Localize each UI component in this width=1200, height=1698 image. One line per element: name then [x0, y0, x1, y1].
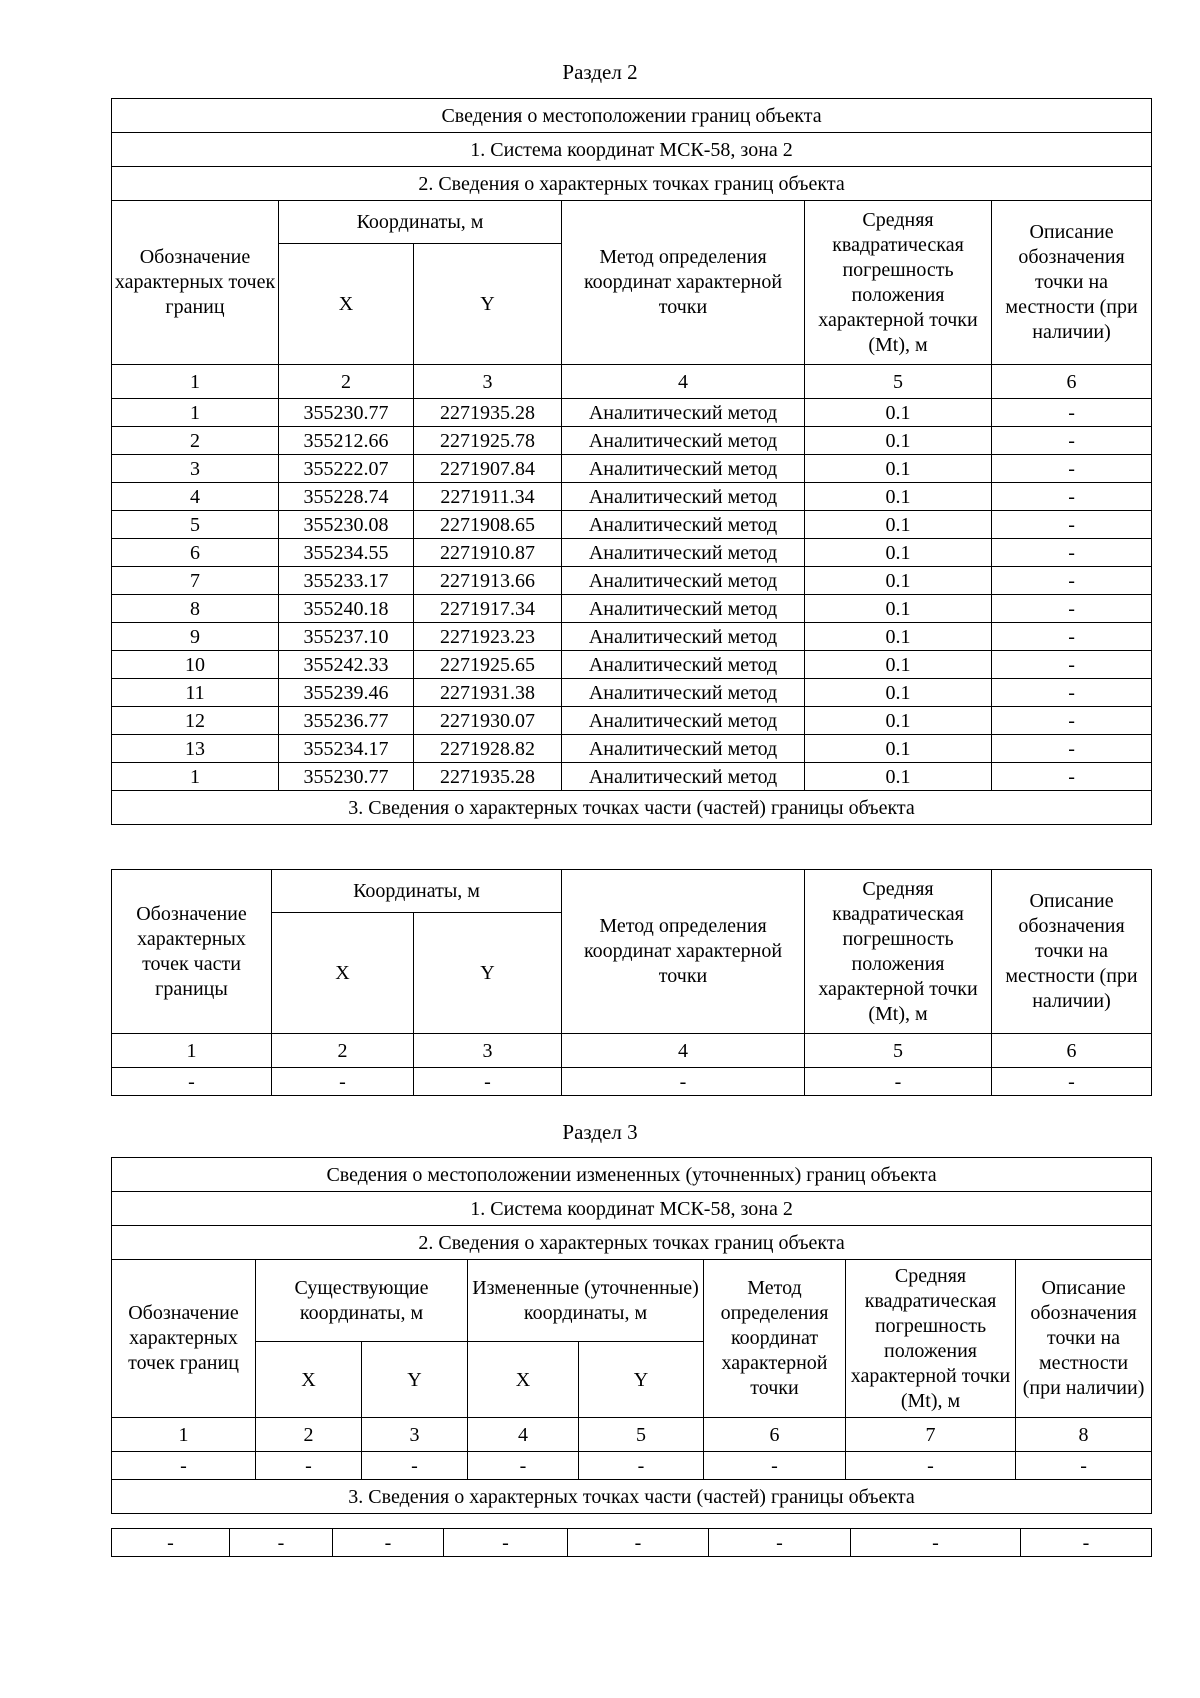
y-header: Y	[414, 244, 562, 365]
coordinates-header: Координаты, м	[279, 201, 562, 244]
table-cell: -	[992, 539, 1152, 567]
table-row	[112, 651, 1152, 679]
table-cell: 2271931.38	[414, 679, 562, 707]
table-row	[112, 735, 1152, 763]
table-row	[112, 427, 1152, 455]
table-cell: -	[992, 595, 1152, 623]
table-cell: -	[992, 399, 1152, 427]
part-table-cell: -	[444, 1529, 568, 1557]
table-cell: 355230.77	[279, 763, 414, 791]
point-designation-header: Обозначение характерных точек границ	[112, 1260, 256, 1418]
existing-x-header: X	[256, 1342, 362, 1418]
part-y-header: Y	[414, 913, 562, 1034]
column-number: 5	[805, 1034, 992, 1068]
table-cell: 0.1	[805, 427, 992, 455]
part-table-cell: -	[230, 1529, 333, 1557]
table-cell: -	[992, 455, 1152, 483]
table-cell: 0.1	[805, 595, 992, 623]
table-cell: 3	[112, 455, 279, 483]
table-cell: 355240.18	[279, 595, 414, 623]
column-number: 5	[805, 365, 992, 399]
table-row	[112, 567, 1152, 595]
table-cell: -	[256, 1452, 362, 1480]
table-row	[112, 763, 1152, 791]
part-points-subheading: 3. Сведения о характерных точках части (частей) границы объекта	[112, 1480, 1152, 1514]
table-row	[112, 595, 1152, 623]
table-row	[112, 511, 1152, 539]
column-number: 4	[468, 1418, 579, 1452]
boundary-points-subheading: 2. Сведения о характерных точках границ объекта	[112, 167, 1152, 201]
table-row	[112, 483, 1152, 511]
column-number: 1	[112, 1034, 272, 1068]
table-cell: 355228.74	[279, 483, 414, 511]
table-cell: Аналитический метод	[562, 567, 805, 595]
part-table-cell: -	[562, 1068, 805, 1096]
table-cell: 4	[112, 483, 279, 511]
table-cell: 355234.55	[279, 539, 414, 567]
table-cell: 0.1	[805, 567, 992, 595]
existing-coordinates-header: Существующие координаты, м	[256, 1260, 468, 1342]
error-header: Средняя квадратическая погрешность положения характерной точки (Mt), м	[846, 1260, 1016, 1418]
table-cell: 7	[112, 567, 279, 595]
table-cell: 355234.17	[279, 735, 414, 763]
table-cell: 6	[112, 539, 279, 567]
section-2-table-title: Сведения о местоположении границ объекта	[112, 99, 1152, 133]
table-cell: 2271913.66	[414, 567, 562, 595]
column-number: 2	[279, 365, 414, 399]
table-cell: 8	[112, 595, 279, 623]
table-cell: 355212.66	[279, 427, 414, 455]
table-cell: 0.1	[805, 483, 992, 511]
part-x-header: X	[272, 913, 414, 1034]
table-cell: 355236.77	[279, 707, 414, 735]
column-number: 4	[562, 1034, 805, 1068]
table-cell: 9	[112, 623, 279, 651]
description-header: Описание обозначения точки на местности (при наличии)	[1016, 1260, 1152, 1418]
section-2-title: Раздел 2	[562, 60, 638, 84]
table-cell: 0.1	[805, 735, 992, 763]
table-row	[112, 679, 1152, 707]
table-cell: 2271917.34	[414, 595, 562, 623]
table-cell: 10	[112, 651, 279, 679]
column-number: 2	[256, 1418, 362, 1452]
table-cell: 355242.33	[279, 651, 414, 679]
table-cell: 5	[112, 511, 279, 539]
table-cell: -	[992, 427, 1152, 455]
column-number: 6	[992, 1034, 1152, 1068]
x-header: X	[279, 244, 414, 365]
table-cell: -	[992, 651, 1152, 679]
changed-coordinates-header: Измененные (уточненные) координаты, м	[468, 1260, 704, 1342]
table-cell: 0.1	[805, 763, 992, 791]
table-cell: Аналитический метод	[562, 455, 805, 483]
section-3-part-table	[111, 1528, 1152, 1557]
section-3-table	[111, 1157, 1152, 1514]
table-cell: 355239.46	[279, 679, 414, 707]
table-cell: -	[992, 483, 1152, 511]
error-header: Средняя квадратическая погрешность положения характерной точки (Mt), м	[805, 201, 992, 365]
table-cell: 2271935.28	[414, 763, 562, 791]
column-number: 6	[992, 365, 1152, 399]
table-cell: 2271925.65	[414, 651, 562, 679]
method-header: Метод определения координат характерной точки	[562, 201, 805, 365]
part-table-cell: -	[851, 1529, 1021, 1557]
column-number: 3	[414, 365, 562, 399]
table-cell: Аналитический метод	[562, 679, 805, 707]
part-error-header: Средняя квадратическая погрешность положения характерной точки (Mt), м	[805, 870, 992, 1034]
table-cell: -	[704, 1452, 846, 1480]
table-cell: Аналитический метод	[562, 483, 805, 511]
table-cell: 0.1	[805, 539, 992, 567]
part-table-cell: -	[568, 1529, 709, 1557]
table-cell: 1	[112, 399, 279, 427]
table-cell: -	[1016, 1452, 1152, 1480]
table-cell: -	[992, 735, 1152, 763]
method-header: Метод определения координат характерной точки	[704, 1260, 846, 1418]
column-number: 3	[362, 1418, 468, 1452]
table-cell: Аналитический метод	[562, 707, 805, 735]
table-cell: 12	[112, 707, 279, 735]
column-number: 5	[579, 1418, 704, 1452]
column-number: 2	[272, 1034, 414, 1068]
part-description-header: Описание обозначения точки на местности (при наличии)	[992, 870, 1152, 1034]
table-cell: 0.1	[805, 651, 992, 679]
section-2-table	[111, 98, 1152, 825]
table-cell: Аналитический метод	[562, 623, 805, 651]
table-cell: 11	[112, 679, 279, 707]
table-cell: Аналитический метод	[562, 735, 805, 763]
column-number: 6	[704, 1418, 846, 1452]
table-cell: 355233.17	[279, 567, 414, 595]
table-cell: 2271908.65	[414, 511, 562, 539]
section-3-title: Раздел 3	[562, 1120, 638, 1144]
table-cell: 2271930.07	[414, 707, 562, 735]
table-cell: 2271923.23	[414, 623, 562, 651]
table-cell: -	[112, 1452, 256, 1480]
part-table-cell: -	[272, 1068, 414, 1096]
table-cell: 1	[112, 763, 279, 791]
table-cell: 2271910.87	[414, 539, 562, 567]
table-cell: -	[362, 1452, 468, 1480]
table-cell: Аналитический метод	[562, 511, 805, 539]
column-number: 1	[112, 1418, 256, 1452]
table-row	[112, 539, 1152, 567]
table-cell: 0.1	[805, 707, 992, 735]
column-number: 8	[1016, 1418, 1152, 1452]
description-header: Описание обозначения точки на местности (при наличии)	[992, 201, 1152, 365]
table-cell: -	[992, 707, 1152, 735]
point-designation-header: Обозначение характерных точек границ	[112, 201, 279, 365]
table-cell: 355222.07	[279, 455, 414, 483]
column-number: 3	[414, 1034, 562, 1068]
part-table-cell: -	[112, 1068, 272, 1096]
changed-y-header: Y	[579, 1342, 704, 1418]
table-cell: -	[992, 763, 1152, 791]
table-row	[112, 707, 1152, 735]
table-cell: 0.1	[805, 679, 992, 707]
coordinate-system-label: 1. Система координат МСК-58, зона 2	[112, 1192, 1152, 1226]
existing-y-header: Y	[362, 1342, 468, 1418]
boundary-points-subheading: 2. Сведения о характерных точках границ объекта	[112, 1226, 1152, 1260]
table-cell: 0.1	[805, 623, 992, 651]
table-cell: Аналитический метод	[562, 427, 805, 455]
table-cell: -	[992, 567, 1152, 595]
table-cell: -	[992, 623, 1152, 651]
part-method-header: Метод определения координат характерной точки	[562, 870, 805, 1034]
table-cell: 2271907.84	[414, 455, 562, 483]
table-cell: 13	[112, 735, 279, 763]
table-cell: Аналитический метод	[562, 763, 805, 791]
table-cell: 355230.77	[279, 399, 414, 427]
table-cell: -	[468, 1452, 579, 1480]
part-table-cell: -	[1021, 1529, 1152, 1557]
table-cell: 0.1	[805, 511, 992, 539]
part-point-designation-header: Обозначение характерных точек части границы	[112, 870, 272, 1034]
table-cell: 2271925.78	[414, 427, 562, 455]
part-coordinates-header: Координаты, м	[272, 870, 562, 913]
part-table-cell: -	[414, 1068, 562, 1096]
table-cell: -	[992, 511, 1152, 539]
table-cell: 2271928.82	[414, 735, 562, 763]
table-cell: Аналитический метод	[562, 399, 805, 427]
table-cell: -	[992, 679, 1152, 707]
part-points-subheading: 3. Сведения о характерных точках части (частей) границы объекта	[112, 791, 1152, 825]
table-cell: Аналитический метод	[562, 539, 805, 567]
table-row	[112, 399, 1152, 427]
table-cell: 355237.10	[279, 623, 414, 651]
part-table-cell: -	[805, 1068, 992, 1096]
table-cell: Аналитический метод	[562, 595, 805, 623]
column-number: 1	[112, 365, 279, 399]
coordinate-system-label: 1. Система координат МСК-58, зона 2	[112, 133, 1152, 167]
table-cell: -	[846, 1452, 1016, 1480]
part-table-cell: -	[112, 1529, 230, 1557]
table-cell: 355230.08	[279, 511, 414, 539]
table-cell: Аналитический метод	[562, 651, 805, 679]
part-table-cell: -	[333, 1529, 444, 1557]
part-table-cell: -	[992, 1068, 1152, 1096]
table-cell: 2271911.34	[414, 483, 562, 511]
table-cell: 0.1	[805, 455, 992, 483]
column-number: 7	[846, 1418, 1016, 1452]
table-row	[112, 455, 1152, 483]
section-2-part-table	[111, 869, 1152, 1096]
column-number: 4	[562, 365, 805, 399]
table-cell: 2	[112, 427, 279, 455]
table-row	[112, 623, 1152, 651]
table-cell: 0.1	[805, 399, 992, 427]
table-cell: 2271935.28	[414, 399, 562, 427]
part-table-cell: -	[709, 1529, 851, 1557]
changed-x-header: X	[468, 1342, 579, 1418]
section-3-table-title: Сведения о местоположении измененных (уточненных) границ объекта	[112, 1158, 1152, 1192]
table-cell: -	[579, 1452, 704, 1480]
